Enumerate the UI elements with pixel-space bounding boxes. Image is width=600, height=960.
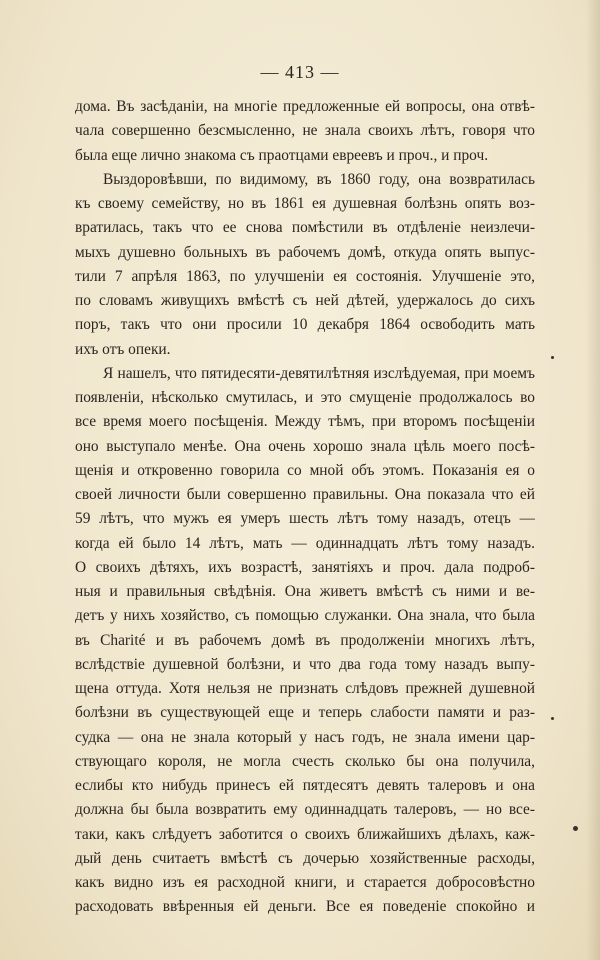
ink-speck <box>551 717 554 720</box>
text-line: къ своему семейству, но въ 1861 ея душевная болѣзнь опять воз- <box>75 195 535 212</box>
paragraph-2 <box>75 168 535 362</box>
text-line: щена оттуда. Хотя нельзя не признать слѣдовъ прежней душевной <box>75 680 535 697</box>
text-line: тили 7 апрѣля 1863, по улучшеніи ея состоянія. Улучшеніе это, <box>75 267 535 285</box>
text-line: еслибы кто нибудь принесъ ей пятдесятъ девять талеровъ и она <box>75 777 535 794</box>
text-line: поръ, такъ что они просили 10 декабря 1864 освободить мать <box>75 316 535 334</box>
text-line: все время моего посѣщенія. Между тѣмъ, при второмъ посѣщеніи <box>75 413 535 431</box>
ink-speck <box>551 356 554 359</box>
text-line: мыхъ душевно больныхъ въ рабочемъ домѣ, откуда опять выпус- <box>75 243 535 261</box>
text-line: должна бы была возвратить ему одиннадцать талеровъ, — но все- <box>75 801 535 819</box>
text-line: 59 лѣтъ, что мужъ ея умеръ шесть лѣтъ тому назадъ, отецъ — <box>75 510 535 528</box>
text-line: судка — она не знала который у насъ годъ, не знала имени цар- <box>75 728 535 746</box>
text-line: щенія и откровенно говорила со мной объ этомъ. Показанія ея о <box>75 461 535 479</box>
text-line: таки, какъ слѣдуетъ заботится о своихъ ближайшихъ дѣлахъ, каж- <box>75 825 535 843</box>
text-line: своей личности были совершенно правильны. Она показала что ей <box>75 486 535 503</box>
paragraph-3 <box>75 362 535 920</box>
body-text <box>75 95 535 920</box>
text-line: Выздоровѣвши, по видимому, въ 1860 году, она возвратилась <box>103 170 535 188</box>
text-line: расходовать ввѣренныя ей деньги. Все ея поведеніе спокойно и <box>75 898 535 916</box>
text-line: когда ей было 14 лѣтъ, мать — одиннадцать лѣтъ тому назадъ. <box>75 534 535 552</box>
text-line: по словамъ живущихъ вмѣстѣ съ ней дѣтей, удержалось до сихъ <box>75 292 535 309</box>
text-line: дый день считаетъ вмѣстѣ съ дочерью хозяйственные расходы, <box>75 849 535 867</box>
text-line: ихъ отъ опеки. <box>75 340 171 358</box>
text-line: О своихъ дѣтяхъ, ихъ возрастѣ, занятіяхъ и проч. дала подроб- <box>75 558 535 576</box>
text-line: детъ у нихъ хозяйство, съ помощью служанки. Она знала, что была <box>75 607 535 625</box>
text-line: болѣзни въ существующей еще и теперь слабости памяти и раз- <box>75 704 535 722</box>
text-line: въ Charité и въ рабочемъ домѣ въ продолженіи многихъ лѣтъ, <box>75 631 535 649</box>
text-line: появленіи, нѣсколько смутилась, и это смущеніе продолжалось во <box>75 389 535 406</box>
text-line: ныя и правильныя свѣдѣнія. Она живетъ вмѣстѣ съ ними и ве- <box>75 583 535 600</box>
text-line: вслѣдствіе душевной болѣзни, и что два года тому назадъ выпу- <box>75 655 535 673</box>
text-line: была еще лично знакома съ праотцами евреевъ и проч., и проч. <box>75 146 489 164</box>
paragraph-1 <box>75 95 535 168</box>
text-line: дома. Въ засѣданіи, на многіе предложенные ей вопросы, она отвѣ- <box>75 98 535 115</box>
text-line: ствующаго короля, не могла счесть сколько бы она получила, <box>75 752 535 770</box>
ink-speck <box>573 826 578 831</box>
text-line: вратилась, такъ что ее снова помѣстили въ отдѣленіе неизлечи- <box>75 219 535 237</box>
page-number: — 413 — <box>260 62 340 82</box>
text-line: какъ видно изъ ея расходной книги, и старается добросовѣстно <box>75 874 535 891</box>
text-line: чала совершенно безсмысленно, не знала своихъ лѣтъ, говоря что <box>75 122 535 140</box>
text-line: Я нашелъ, что пятидесяти-девятилѣтняя изслѣдуемая, при моемъ <box>103 364 535 382</box>
text-line: оно выступало менѣе. Она очень хорошо знала цѣль моего посѣ- <box>75 437 535 455</box>
page-edge-shadow <box>586 0 600 960</box>
